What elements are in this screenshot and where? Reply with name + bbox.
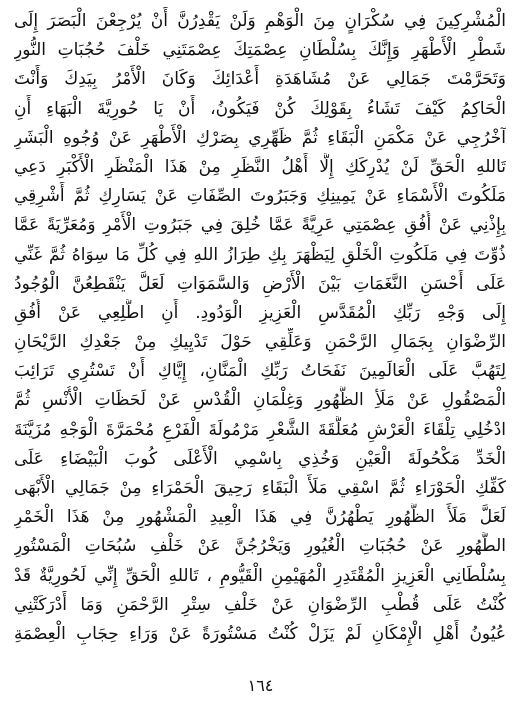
text-line: لَعَلَّ مَلَأَ الظُّهُورِ يَطْهُرُنَّ فِي هَذَا الْعِيدِ الْمَشْهُورِ مِنْ هَذَا الْخَمْرِ (14, 507, 506, 528)
text-line: كُنْتُ عَلَى قُطْبِ الرِّضْوَانِ عَنْ خَلْفِ سِتْرِ الرَّحْمَنِ وَمَا أَدْرَكَتْنِي (14, 594, 506, 615)
text-line: وَتَحَرَّمْتَ جَمَالِي عَنْ مُشَاهَدَةِ أَعْدَائِكَ وَكَانَ الْأَمْرُ بِيَدِكَ وَأَنْتَ (14, 69, 506, 90)
text-line: شَطْرِ الْأَطْهَرِ وَإِنَّكَ بِسُلْطَانِ عِصْمَتِكَ عِصْمَتَنِي خَلْفَ حُجُبَاتِ النُّورِ (14, 40, 506, 61)
text-line: آخْرُجِي عَنْ مَكْمَنِ الْبَقَاءِ ثُمَّ ظَهِّرِي بِصَرْكِ الْأَطْهَرِ عَنْ وُجُوهِ الْبَشَرِ (14, 127, 506, 148)
text-line: ذُوِّتَ فِي مَلَكُوتِ الْخَلْقِ لِيَظْهَرَ بِكِ طِرَازُ اللهِ فِي كُلِّ مَا سِوَاهُ ثُمَّ غَنِّي (14, 244, 506, 265)
text-line: الْمُشْرِكِينَ فِي سُكْرَانٍ مِنَ الْوَهْمِ وَلَنْ يَقْدِرُنَّ أَنْ يُرْجِعْنَ الْبَصَرَ إِلَى (14, 11, 506, 31)
body-text (14, 7, 506, 649)
text-line: الرِّضْوَانِ بِجَمَالِ الرَّحْمَنِ وَعَلِّقِي حَوْلَ تَدْيِيكِ مِنْ جَعْدِكِ الرَّيْحَانِ (14, 332, 506, 353)
text-line: عَلَى أَحْسَنِ النَّغَمَاتِ بَيْنَ الْأَرْضِ وَالسَّمَوَاتِ لَعَلَّ يَنْقَطِعُنَّ الْوُجُودُ (14, 273, 506, 294)
text-line: تَاللهِ الْحَقِّ لَنْ يُدْرِكَكِ إِلَّا أَهْلُ النَّظَرِ مِنْ هَذَا الْمَنْظَرِ الْأَكْبَرِ دَعِي (14, 156, 506, 177)
text-line: الْخَدِّ مَكْحُولَةَ الْعَيْنِ وَخُذِي بِاسْمِي الْأَعْلَى كُوبَ الْبَيْضَاءِ عَلَى (14, 448, 506, 469)
page-number: ١٦٤ (247, 676, 274, 695)
text-line: لِتَهُبَّ عَلَى الْعَالَمِينَ نَفَحَاتُ رَبِّكِ الْمَنَّانِ، إِيَّاكِ أَنْ تَسْتُرِي تَرَائِبَ (14, 361, 506, 382)
text-line: كَفِّكِ الْحَوْرَاءِ ثُمَّ اسْقِي مَلَأَ الْبَقَاءِ رَحِيقَ الْحَمْرَاءِ مِنْ جَمَالِي الْأَبْهَى (14, 478, 506, 498)
text-line: الْحَاكِمُ كَيْفَ تَشَاءُ بِقَوْلِكَ كُنْ فَيَكُونُ، أَنْ يَا حُورِيَّةَ الْبَهَاءِ أَنِ (14, 98, 506, 119)
text-line: الطَّهُورِ عَنْ حُجُبَاتِ الْغُيُورِ وَيَخْرُجُنَّ عَنْ خَلْفِ سُبُحَاتِ الْمَسْتُورِ (14, 536, 506, 557)
text-line: مَلَكُوتَ الْأَسْمَاءِ عَنْ يَمِينِكِ وَجَبَرُوتَ الصِّفَاتِ عَنْ يَسَارِكِ ثُمَّ أَشْرِقِي (14, 186, 506, 207)
text-line: ادْخُلِي تِلْقَاءَ الْعَرْشِ مُعَلَّقَةَ الشَّعْرِ مَرْمُولَةَ الْفَرْعِ مُحْمَرَّةَ الْوَجْهِ مُزَيَّنَةَ (14, 419, 506, 440)
text-line: بِإِذْنِي عَنْ أُفُقِ عِصْمَتِي عَرِيَّةً عَمَّا خُلِقَ فِي جَبَرُوتِ الْأَمْرِ وَمُعَرِّيَةً عَمَّا (14, 215, 506, 236)
text-line: عُيُونُ أَهْلِ الْإِمْكَانِ لَمْ يَزَلْ كُنْتُ مَسْتُورَةً عَنْ وَرَاءِ حِجَابِ الْعِصْمَةِ (14, 623, 506, 644)
text-line: إِلَى وَجْهِ رَبِّكِ الْمُقَدَّسِ الْعَزِيزِ الْوَدُودِ. أَنِ اطَّلِعِي عَنْ أُفُقِ (14, 302, 506, 323)
text-line: الْمَصْقُولِ عَنْ مَلَأِ الظُّهُورِ وَغِلْمَانِ الْقُدْسِ عَنْ لَحَظَاتِ الْأُنْسِ ثُمَّ (14, 390, 506, 411)
text-line: بِسُلْطَانِي الْعَزِيزِ الْمُقْتَدِرِ الْمُهَيْمِنِ الْقَيُّومِ ، تَاللهِ الْحَقِّ إِنِّي لَحُورِيَّةٌ قَدْ (14, 565, 506, 586)
